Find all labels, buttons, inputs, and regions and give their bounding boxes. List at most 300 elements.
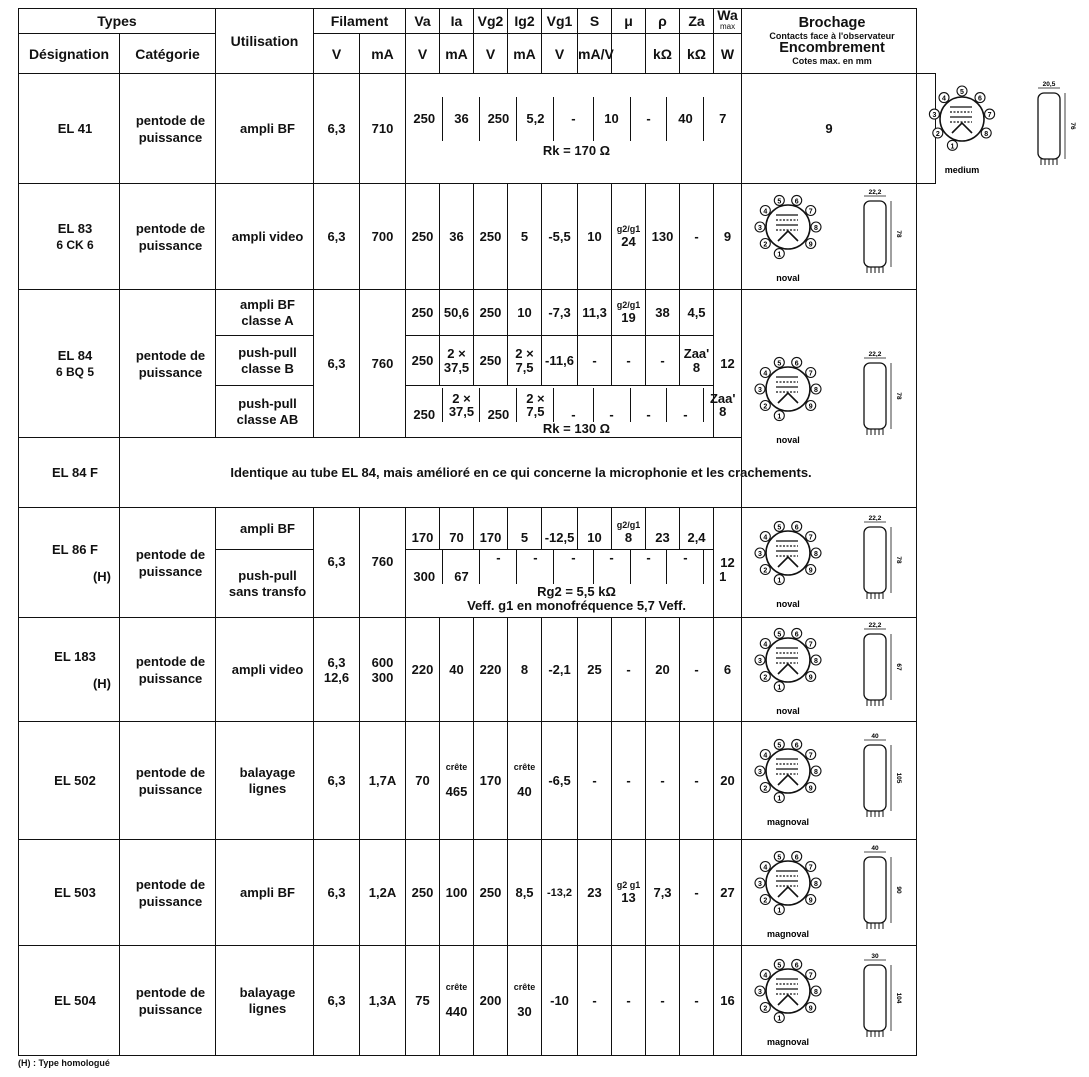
row-designation (19, 946, 120, 1056)
tube-name: EL 84 (57, 347, 93, 363)
cell-vg1: -10 (542, 946, 578, 1056)
cell-mu-top: g2/g1 (616, 520, 641, 530)
cell-vg2: 250 (480, 97, 517, 141)
cell-note: Rg2 = 5,5 kΩ (537, 583, 616, 599)
cell-za: - (680, 184, 714, 290)
cell-ig2-top: 2 × (515, 345, 534, 361)
cell-vg1: - (554, 97, 593, 141)
cell-za (704, 388, 741, 422)
cell-za: 1 (719, 569, 727, 584)
cell-za: - (680, 618, 714, 722)
pin-number: 5 (777, 360, 782, 368)
cell-s: 10 (578, 508, 612, 550)
cell-filament-v: 6,3 (314, 840, 360, 946)
cell-ig2 (508, 722, 542, 840)
cell-va: 250 (406, 290, 440, 336)
pinout-cell (742, 618, 917, 722)
cell-mu (612, 508, 646, 550)
header-filament: Filament (314, 9, 406, 34)
homologue-mark: (H) (92, 675, 111, 691)
cell-ig2-top: crête (513, 982, 536, 992)
cell-za: 7 (719, 111, 727, 126)
pin-number: 6 (978, 95, 982, 103)
pinout-diagram (743, 729, 915, 829)
unit-za: kΩ (680, 34, 714, 74)
cell-ia: 40 (440, 618, 474, 722)
pin-number: 7 (808, 641, 813, 649)
table-row (19, 74, 936, 184)
cell-za-value: 8 (692, 359, 701, 375)
cell-va: 220 (406, 618, 440, 722)
cell-za-top: Zaa' (709, 390, 736, 406)
pin-number: 2 (763, 897, 768, 905)
cell-va: 250 (406, 184, 440, 290)
cell-group (406, 550, 742, 618)
pin-number: 8 (814, 225, 818, 232)
pin-number: 7 (808, 370, 813, 378)
row-note: Identique au tube EL 84, mais amélioré en ce qui concerne la microphonie et les crachements. (120, 438, 917, 508)
header-types: Types (19, 9, 216, 34)
cell-mu (612, 290, 646, 336)
pin-number: 1 (777, 1015, 782, 1023)
header-mu: μ (612, 9, 646, 34)
cell-fv1: 6,3 (327, 654, 346, 670)
row-usage: push-pull sans transfo (216, 550, 314, 618)
cell-filament-ma (360, 618, 406, 722)
tube-name: EL 84 F (51, 465, 98, 480)
cell-s: - (578, 722, 612, 840)
cell-mu-value: 8 (624, 530, 633, 545)
cell-filament-ma: 700 (360, 184, 406, 290)
cell-s: - (593, 550, 630, 584)
cell-note: Rk = 170 Ω (542, 143, 611, 158)
brochage-subtitle: Contacts face à l'observateur (769, 31, 895, 41)
socket-label: medium (944, 165, 980, 175)
cell-ig2 (508, 336, 542, 386)
cell-va: 250 (406, 388, 443, 422)
pin-number: 2 (763, 674, 768, 682)
pin-number: 6 (794, 742, 799, 750)
pin-number: 8 (814, 551, 818, 558)
cell-ia: 100 (440, 840, 474, 946)
cell-rho: - (646, 722, 680, 840)
pinout-diagram (917, 77, 1089, 177)
row-designation (19, 74, 120, 184)
dimension-height: 76 (1069, 122, 1077, 130)
cell-mu: - (630, 388, 667, 422)
cell-group (406, 74, 742, 184)
socket-label: noval (776, 599, 800, 609)
homologue-mark: (H) (92, 568, 111, 584)
header-vg2: Vg2 (474, 9, 508, 34)
table-row (19, 840, 936, 946)
table-row (19, 946, 936, 1056)
cell-va: 300 (406, 550, 443, 584)
cell-vg1: - (554, 550, 593, 584)
cell-ig2: 5 (508, 184, 542, 290)
pin-number: 8 (814, 989, 818, 996)
cell-s: 25 (578, 618, 612, 722)
pin-number: 7 (808, 208, 813, 216)
cell-wa: 27 (714, 840, 742, 946)
dimension-height: 104 (895, 992, 903, 1004)
cell-ia-top: 2 × (452, 390, 471, 406)
pin-number: 9 (808, 785, 813, 793)
cell-filament-v: 6,3 (314, 74, 360, 184)
cell-fma1: 600 (371, 654, 394, 670)
row-designation (19, 840, 120, 946)
row-usage: balayage lignes (216, 946, 314, 1056)
cell-fma2: 300 (371, 669, 394, 685)
cell-mu: - (630, 97, 667, 141)
pin-number: 5 (777, 198, 782, 206)
pin-number: 3 (758, 769, 762, 776)
cell-ig2-value: 40 (517, 784, 532, 799)
pin-number: 5 (960, 89, 964, 96)
cell-mu-value: 24 (621, 234, 636, 249)
cell-ia-value: 37,5 (443, 359, 470, 375)
pin-number: 3 (932, 112, 937, 120)
pinout-cell (742, 946, 917, 1056)
cell-rho: - (646, 336, 680, 386)
pin-number: 5 (777, 524, 782, 532)
pin-number: 1 (777, 413, 782, 421)
row-usage: ampli BF classe A (216, 290, 314, 336)
header-wa (714, 9, 742, 34)
cell-ia: 70 (440, 508, 474, 550)
dimension-width: 40 (871, 733, 879, 740)
row-category: pentode de puissance (120, 618, 216, 722)
cell-wa: 9 (714, 184, 742, 290)
cell-ia (440, 336, 474, 386)
cell-mu-top: g2/g1 (616, 300, 641, 310)
cell-za (680, 336, 714, 386)
cell-ig2-value: 7,5 (526, 403, 545, 419)
cell-va: 250 (406, 336, 440, 386)
cell-wa: 9 (742, 74, 917, 184)
row-designation (19, 722, 120, 840)
cell-va: 170 (406, 508, 440, 550)
footnote: (H) : Type homologué (18, 1058, 110, 1068)
pin-number: 2 (763, 567, 768, 575)
socket-label: noval (776, 706, 800, 716)
header-za: Za (680, 9, 714, 34)
cell-mu: - (612, 722, 646, 840)
cell-ia-value: 440 (445, 1004, 468, 1019)
cell-ia: 50,6 (440, 290, 474, 336)
pin-number: 9 (808, 567, 813, 575)
dimension-height: 78 (895, 392, 903, 400)
cell-rho: 130 (646, 184, 680, 290)
row-usage: push-pull classe B (216, 336, 314, 386)
pin-number: 1 (777, 907, 782, 915)
cell-vg2: 200 (474, 946, 508, 1056)
pin-number: 4 (942, 95, 946, 103)
dimension-height: 105 (895, 772, 903, 784)
cell-ia-top: crête (445, 982, 468, 992)
cell-rho: 23 (646, 508, 680, 550)
row-category: pentode de puissance (120, 840, 216, 946)
cell-note: Veff. g1 en monofréquence 5,7 Veff. (467, 597, 686, 613)
pin-number: 4 (763, 534, 768, 542)
pinout-cell (917, 74, 1077, 184)
tube-name: EL 41 (57, 121, 93, 136)
cell-mu (612, 184, 646, 290)
socket-label: noval (776, 273, 800, 283)
unit-filament-v: V (314, 34, 360, 74)
row-usage: ampli video (216, 184, 314, 290)
unit-filament-ma: mA (360, 34, 406, 74)
cell-za: - (680, 722, 714, 840)
socket-label: noval (776, 435, 800, 445)
unit-vg2: V (474, 34, 508, 74)
unit-wa: W (714, 34, 742, 74)
header-designation: Désignation (19, 34, 120, 74)
tube-name: EL 502 (54, 773, 96, 788)
cell-wa: 16 (714, 946, 742, 1056)
cell-filament-ma: 760 (360, 290, 406, 438)
cell-wa: 12 (714, 290, 742, 438)
cell-ig2 (508, 946, 542, 1056)
socket-label: magnoval (767, 929, 810, 939)
cell-mu-top: g2/g1 (616, 224, 641, 234)
brochage-title: Brochage (798, 15, 866, 31)
cell-mu: - (630, 550, 667, 584)
cell-vg2: 250 (480, 388, 517, 422)
row-designation (19, 508, 120, 618)
dimension-height: 78 (895, 230, 903, 238)
row-usage: push-pull classe AB (216, 386, 314, 438)
pinout-diagram (743, 841, 915, 941)
cell-vg1: -7,3 (542, 290, 578, 336)
tube-name: EL 86 F (51, 541, 98, 557)
row-designation (19, 290, 120, 438)
pin-number: 7 (808, 864, 813, 872)
cell-vg2: 170 (474, 508, 508, 550)
pin-number: 3 (758, 225, 762, 232)
cell-va: 250 (406, 840, 440, 946)
row-usage: ampli BF (216, 840, 314, 946)
cell-ia: 36 (443, 97, 480, 141)
cell-s: - (578, 946, 612, 1056)
header-vg1: Vg1 (542, 9, 578, 34)
tube-alias: 6 CK 6 (56, 237, 94, 252)
tube-name: EL 183 (54, 648, 96, 664)
cell-s: - (578, 336, 612, 386)
encombrement-subtitle: Cotes max. en mm (792, 56, 872, 66)
header-ia: Ia (440, 9, 474, 34)
cell-vg1: -13,2 (542, 840, 578, 946)
header-wa-label: Wa (717, 7, 738, 23)
dimension-height: 90 (895, 886, 903, 894)
pinout-cell (742, 722, 917, 840)
pinout-cell (742, 508, 917, 618)
cell-va: 70 (406, 722, 440, 840)
pin-number: 6 (794, 631, 799, 639)
cell-mu: - (612, 336, 646, 386)
pin-number: 5 (777, 854, 782, 862)
cell-wa: 12 (714, 508, 742, 618)
pinout-diagram (743, 618, 915, 718)
cell-ig2-value: 30 (517, 1004, 532, 1019)
pin-number: 6 (794, 360, 799, 368)
pin-number: 2 (935, 131, 940, 138)
cell-ig2-value: 7,5 (515, 359, 534, 375)
pin-number: 4 (763, 208, 768, 216)
cell-vg1: - (554, 388, 593, 422)
cell-ig2: 5,2 (517, 97, 554, 141)
table-row (19, 508, 936, 550)
cell-vg1: -2,1 (542, 618, 578, 722)
cell-ia-value: 465 (445, 784, 468, 799)
row-usage: ampli video (216, 618, 314, 722)
row-category: pentode de puissance (120, 290, 216, 438)
cell-ia (443, 388, 480, 422)
pin-number: 3 (758, 551, 762, 558)
cell-s: 11,3 (578, 290, 612, 336)
row-category: pentode de puissance (120, 722, 216, 840)
tube-name: EL 504 (54, 993, 96, 1008)
cell-vg2: 250 (474, 184, 508, 290)
cell-rho: 40 (667, 97, 704, 141)
pin-number: 2 (763, 785, 768, 793)
row-usage: ampli BF (216, 74, 314, 184)
cell-filament-v: 6,3 (314, 290, 360, 438)
pin-number: 2 (763, 403, 768, 411)
table-row (19, 722, 936, 840)
pin-number: 5 (777, 631, 782, 639)
dimension-width: 22,2 (868, 622, 882, 629)
pin-number: 9 (808, 403, 813, 411)
pin-number: 6 (794, 962, 799, 970)
cell-vg1: -6,5 (542, 722, 578, 840)
pin-number: 9 (808, 674, 813, 682)
cell-za: - (680, 946, 714, 1056)
pin-number: 8 (984, 131, 989, 138)
pin-number: 7 (808, 972, 813, 980)
cell-ia: 36 (440, 184, 474, 290)
pin-number: 1 (950, 143, 955, 151)
unit-mu (612, 34, 646, 74)
pinout-diagram (743, 949, 915, 1049)
pin-number: 8 (814, 387, 818, 394)
header-utilisation: Utilisation (216, 9, 314, 74)
unit-va: V (406, 34, 440, 74)
cell-vg2: 250 (474, 290, 508, 336)
row-category: pentode de puissance (120, 508, 216, 618)
row-designation (19, 184, 120, 290)
dimension-width: 40 (871, 845, 879, 852)
row-category: pentode de puissance (120, 946, 216, 1056)
pin-number: 2 (763, 241, 768, 249)
cell-vg1: -12,5 (542, 508, 578, 550)
cell-s: 23 (578, 840, 612, 946)
cell-mu-value: 19 (621, 310, 636, 325)
cell-ig2: 10 (508, 290, 542, 336)
cell-rho: 20 (646, 618, 680, 722)
header-rho: ρ (646, 9, 680, 34)
socket-label: magnoval (767, 817, 810, 827)
table-row (19, 290, 936, 336)
cell-za: - (680, 840, 714, 946)
cell-s: 10 (578, 184, 612, 290)
header-brochage (742, 9, 917, 74)
cell-za: 4,5 (680, 290, 714, 336)
dimension-height: 78 (895, 556, 903, 564)
cell-va: 250 (406, 97, 443, 141)
pin-number: 7 (808, 534, 813, 542)
cell-ia-top: 2 × (447, 345, 466, 361)
cell-ig2-top: crête (513, 762, 536, 772)
pinout-diagram (743, 347, 915, 447)
cell-rho: 7,3 (646, 840, 680, 946)
cell-ia: 67 (443, 550, 480, 584)
pin-number: 2 (763, 1005, 768, 1013)
cell-mu: - (612, 618, 646, 722)
dimension-width: 30 (871, 953, 879, 960)
cell-wa: 6 (714, 618, 742, 722)
tube-alias: 6 BQ 5 (55, 364, 94, 379)
pin-number: 6 (794, 198, 799, 206)
pin-number: 4 (763, 752, 768, 760)
pin-number: 1 (777, 795, 782, 803)
pin-number: 6 (794, 854, 799, 862)
tube-name: EL 83 (57, 220, 93, 236)
row-category: pentode de puissance (120, 184, 216, 290)
unit-ig2: mA (508, 34, 542, 74)
cell-va: 75 (406, 946, 440, 1056)
cell-vg2: - (480, 550, 517, 584)
pin-number: 7 (987, 112, 992, 120)
unit-rho: kΩ (646, 34, 680, 74)
pinout-cell (742, 840, 917, 946)
cell-filament-ma: 1,2A (360, 840, 406, 946)
pin-number: 1 (777, 577, 782, 585)
pin-number: 3 (758, 881, 762, 888)
row-usage: balayage lignes (216, 722, 314, 840)
row-category: pentode de puissance (120, 74, 216, 184)
header-ig2: Ig2 (508, 9, 542, 34)
pin-number: 7 (808, 752, 813, 760)
unit-s: mA/V (578, 34, 612, 74)
cell-za: 2,4 (680, 508, 714, 550)
pin-number: 3 (758, 658, 762, 665)
row-designation (19, 438, 120, 508)
cell-ig2: 5 (508, 508, 542, 550)
cell-filament-v (314, 618, 360, 722)
cell-ig2: 8 (508, 618, 542, 722)
dimension-width: 22,2 (868, 189, 882, 196)
cell-vg2: 220 (474, 618, 508, 722)
cell-vg1: -11,6 (542, 336, 578, 386)
encombrement-title: Encombrement (779, 40, 885, 56)
pin-number: 4 (763, 641, 768, 649)
table-row (19, 184, 936, 290)
pin-number: 9 (808, 897, 813, 905)
cell-ia (440, 946, 474, 1056)
cell-fv2: 12,6 (323, 669, 350, 685)
pinout-diagram (743, 511, 915, 611)
pin-number: 9 (808, 1005, 813, 1013)
dimension-width: 22,2 (868, 351, 882, 358)
dimension-width: 22,2 (868, 515, 882, 522)
cell-rho: - (646, 946, 680, 1056)
dimension-height: 67 (895, 663, 903, 671)
cell-filament-ma: 1,7A (360, 722, 406, 840)
cell-filament-v: 6,3 (314, 722, 360, 840)
cell-filament-v: 6,3 (314, 508, 360, 618)
cell-vg2: 170 (474, 722, 508, 840)
